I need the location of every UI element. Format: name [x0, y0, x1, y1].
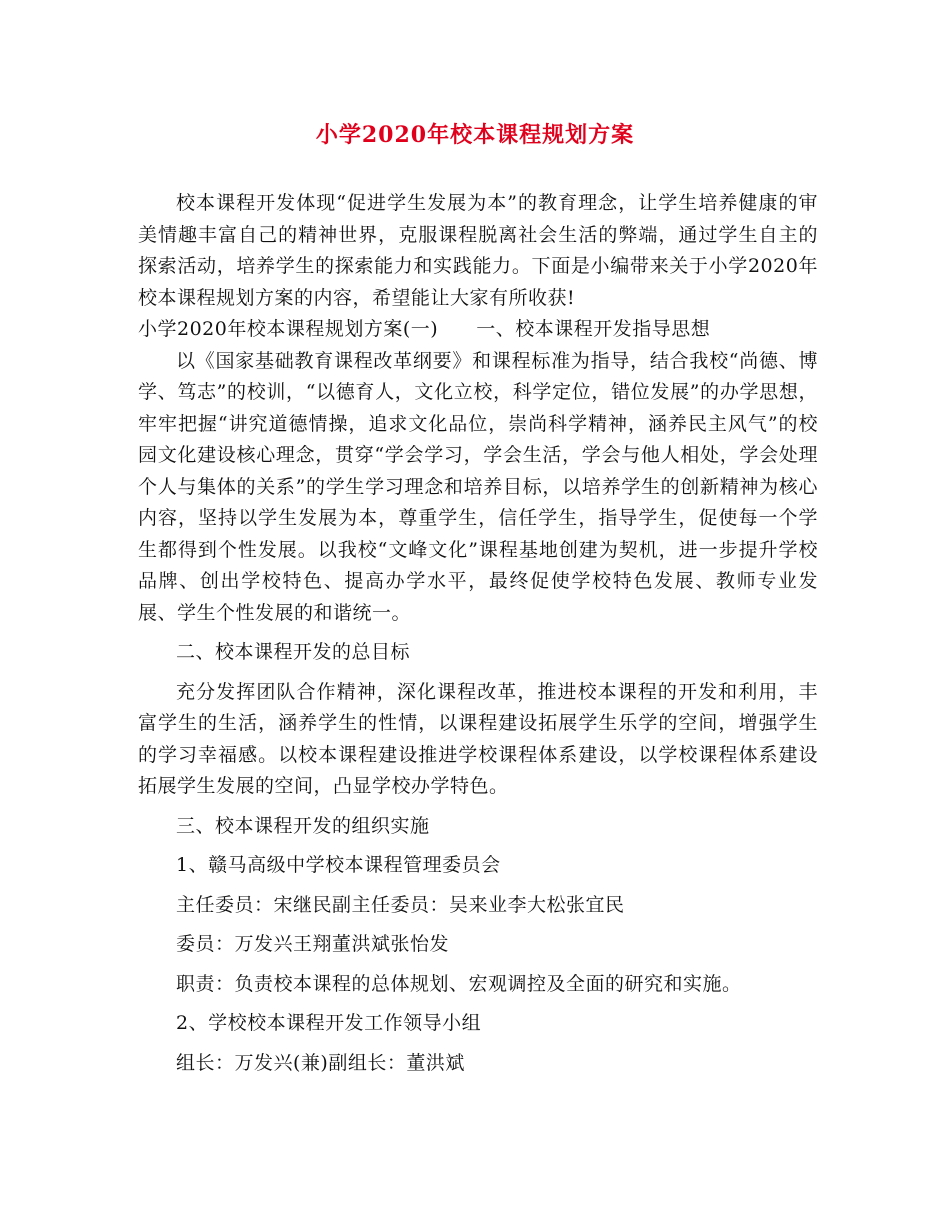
- document-title: 小学2020年校本课程规划方案: [315, 122, 635, 148]
- section2-paragraph: 充分发挥团队合作精神，深化课程改革，推进校本课程的开发和利用，丰富学生的生活，涵养学生的性情，以课程建设拓展学生乐学的空间，增强学生的学习幸福感。以校本课程建设推进学校课程体系建设，以学校课程体系建设拓展学生发展的空间，凸显学校办学特色。: [138, 680, 818, 797]
- item1-members: 委员：万发兴王翔董洪斌张怡发: [176, 933, 450, 955]
- item2-leader: 组长：万发兴(兼)副组长：董洪斌: [176, 1051, 465, 1074]
- spacer: [138, 921, 818, 929]
- intro-paragraph: 校本课程开发体现“促进学生发展为本”的教育理念，让学生培养健康的审美情趣丰富自己的精神世界，克服课程脱离社会生活的弊端，通过学生自主的探索活动，培养学生的探索能力和实践能力。下面是小编带来关于小学2020年校本课程规划方案的内容，希望能让大家有所收获!: [138, 192, 818, 309]
- item1-duty: 职责：负责校本课程的总体规划、宏观调控及全面的研究和实施。: [176, 972, 742, 995]
- spacer: [138, 803, 818, 811]
- spacer: [138, 1000, 818, 1008]
- spacer: [138, 842, 818, 850]
- item2-heading: 2、学校校本课程开发工作领导小组: [176, 1012, 482, 1034]
- spacer: [138, 629, 818, 637]
- section1-paragraph: 以《国家基础教育课程改革纲要》和课程标准为指导，结合我校“尚德、博学、笃志”的校训，“以德育人，文化立校，科学定位，错位发展”的办学思想，牢牢把握“讲究道德情操，追求文化品位，崇尚科学精神，涵养民主风气”的校园文化建设核心理念，贯穿“学会学习，学会生活，学会与他人相处，学会处理个人与集体的关系”的学生学习理念和培养目标，以培养学生的创新精神为核心内容，坚持以学生发展为本，尊重学生，信任学生，指导学生，促使每一个学生都得到个性发展。以我校“文峰文化”课程基地创建为契机，进一步提升学校品牌、创出学校特色、提高办学水平，最终促使学校特色发展、教师专业发展、学生个性发展的和谐统一。: [138, 349, 818, 624]
- spacer: [138, 961, 818, 969]
- spacer: [138, 1040, 818, 1048]
- plan-heading-line: [138, 314, 818, 346]
- section1-heading: 一、校本课程开发指导思想: [476, 318, 711, 340]
- section3-heading: 三、校本课程开发的组织实施: [176, 814, 430, 837]
- document-body: [138, 188, 818, 1079]
- section2-heading: 二、校本课程开发的总目标: [176, 641, 411, 663]
- plan-label: 小学2020年校本课程规划方案(一): [138, 318, 439, 340]
- spacer: [138, 669, 818, 677]
- spacer: [138, 882, 818, 890]
- item1-heading: 1、赣马高级中学校本课程管理委员会: [176, 854, 501, 876]
- item1-director: 主任委员：宋继民副主任委员：吴来业李大松张宜民: [176, 893, 625, 916]
